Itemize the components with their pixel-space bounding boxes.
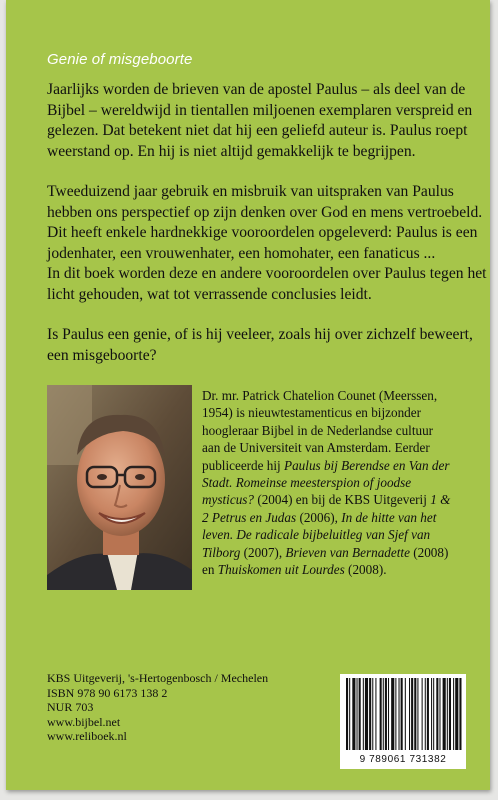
bio-text: (2008). [344, 562, 387, 578]
isbn: ISBN 978 90 6173 138 2 [47, 685, 168, 700]
barcode [340, 674, 466, 769]
bio-text: (2007), [240, 544, 286, 560]
blurb [47, 80, 492, 386]
barcode-number: 9 789061 731382 [359, 754, 447, 765]
author-portrait-image [47, 385, 192, 590]
website-link: www.bijbel.net [47, 714, 121, 729]
bio-text: (2006), [296, 509, 342, 525]
book-title: Thuiskomen uit Lourdes [217, 562, 345, 578]
blurb-paragraph-2: Tweeduizend jaar gebruik en misbruik van uitspraken van Paulus hebben ons perspectief op zijn denken over God en mens vertroebeld. Dit heeft enkele hardnekkige vooroordelen opgeleverd: Paulus is een jodenhater, een vrouwenhater, een homohater, een fanaticus ... [47, 183, 483, 262]
cover-heading: Genie of misgeboorte [47, 51, 193, 68]
website-link: www.reliboek.nl [47, 729, 127, 744]
bio-text: (2004) en bij de KBS Uitgeverij [254, 492, 431, 508]
publisher-name: KBS Uitgeverij, 's-Hertogenbosch / Mechelen [47, 671, 269, 685]
bio-text: (2008) en [202, 544, 449, 578]
blurb-paragraph-1: Jaarlijks worden de brieven van de apostel Paulus – als deel van de Bijbel – wereldwijd in tientallen miljoenen exemplaren verspreid en gelezen. Dat betekent niet dat hij een geliefd auteur is. Paulus roept weerstand op. En hij is niet altijd gemakkelijk te begrijpen. [47, 81, 473, 160]
barcode-bars [340, 674, 466, 752]
book-title: Brieven van Bernadette [285, 544, 410, 560]
blurb-paragraph-4: Is Paulus een genie, of is hij veeleer, zoals hij over zichzelf beweert, een misgeboorte? [47, 326, 473, 364]
author-photo [47, 385, 192, 590]
bio-text: Dr. mr. Patrick Chatelion Counet (Meerssen, 1954) is nieuwtestamenticus en bijzonder hoogleraar Bijbel in de Nederlandse cultuur aan de Universiteit van Amsterdam. Eerder publiceerde hij [202, 388, 438, 473]
book-title: In de hitte van het leven. De radicale bijbeluitleg van Sjef van Tilborg [202, 509, 437, 560]
author-bio [202, 387, 452, 578]
back-cover [6, 0, 490, 790]
book-title: 1 & 2 Petrus en Judas [202, 492, 451, 525]
blurb-paragraph-3: In dit boek worden deze en andere vooroordelen over Paulus tegen het licht gehouden, wat tot verrassende conclusies leidt. [47, 265, 487, 303]
nur-code: NUR 703 [47, 700, 94, 715]
publisher-info [47, 671, 268, 744]
book-title: Paulus bij Berendse en Van der Stadt. Romeinse meesterspion of joodse mysticus? [202, 457, 450, 508]
